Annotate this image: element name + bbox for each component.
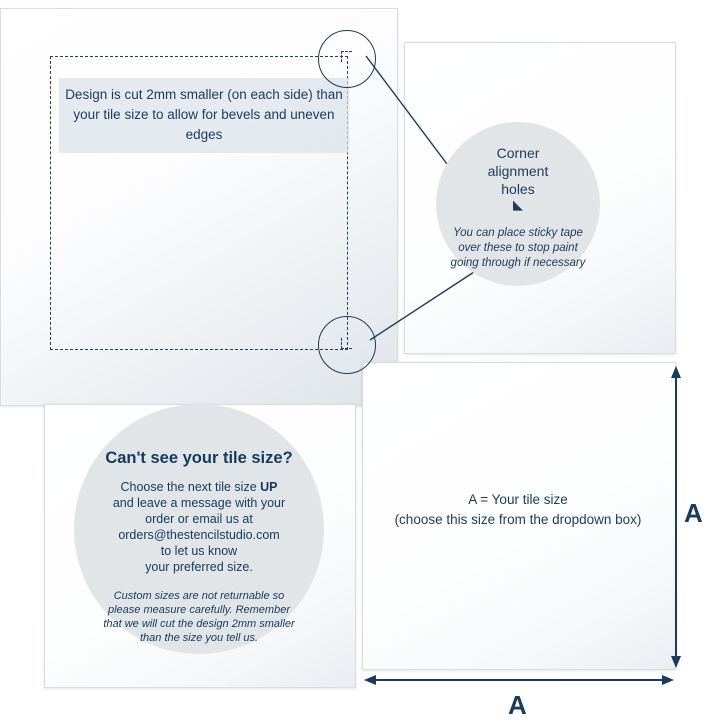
tile-size-help-body: Choose the next tile size UP and leave a message with your order or email us at orders@thestencilstudio.com to let us know your preferred size. <box>112 480 286 574</box>
corner-mark-bottom-icon <box>341 338 352 349</box>
dimension-label-bottom: A <box>508 690 527 720</box>
support-email: orders@thestencilstudio.com <box>118 528 280 542</box>
corner-arrow-icon: ◣ <box>513 197 523 212</box>
tile-size-help-heading: Can't see your tile size? <box>105 449 293 467</box>
tile-size-label: A = Your tile size (choose this size from the dropdown box) <box>394 492 642 527</box>
tile-size-help-emphasis: UP <box>260 480 278 494</box>
cut-size-note: Design is cut 2mm smaller (on each side) than your tile size to allow for bevels and uneven edges <box>59 78 349 153</box>
corner-alignment-note <box>436 122 600 286</box>
corner-note-body: You can place sticky tape over these to stop paint going through if necessary <box>450 227 586 269</box>
dimension-label-right: A <box>684 498 703 528</box>
tile-size-help-note <box>74 404 324 654</box>
corner-mark-top-icon <box>341 51 352 62</box>
corner-note-title: Corner alignment holes <box>487 145 549 197</box>
tile-size-help-fine-print: Custom sizes are not returnable so please measure carefully. Remember that we will cut the design 2mm smaller than the size you tell us. <box>103 590 295 644</box>
